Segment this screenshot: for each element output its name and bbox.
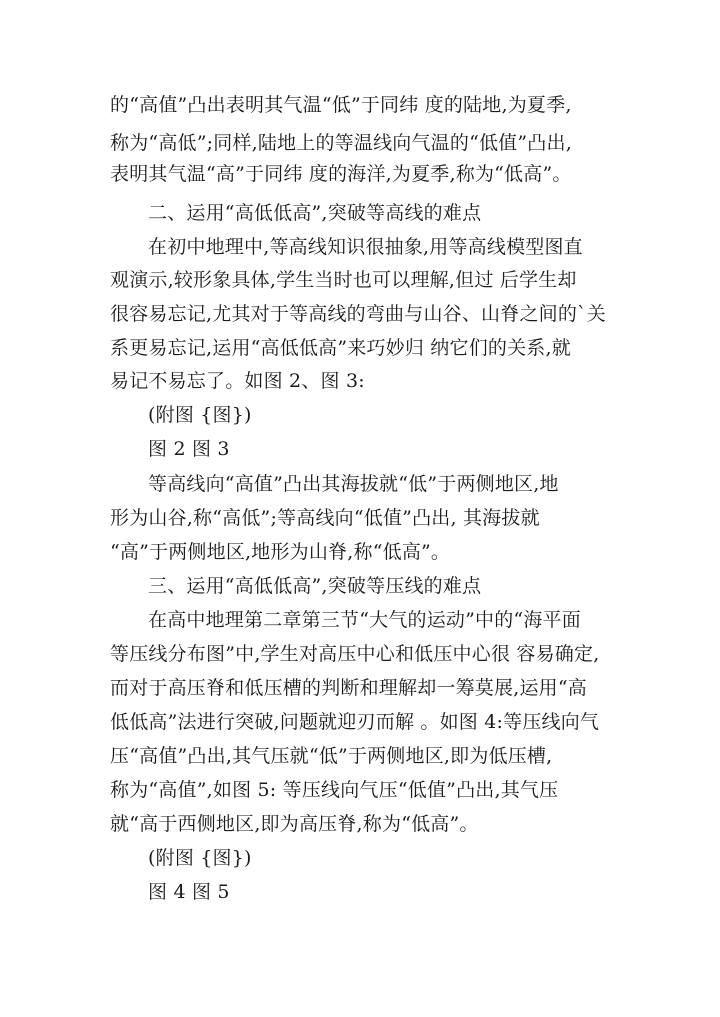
text-line-7: 很容易忘记,尤其对于等高线的弯曲与山谷、山脊之间的`关 (110, 303, 606, 325)
text-line-12: 等高线向“高值”凸出其海拔就“低”于两侧地区,地 (148, 473, 559, 495)
section-heading-3: 三、运用“高低低高”,突破等压线的难点 (148, 575, 482, 597)
figure-placeholder-1: (附图 {图}) (148, 404, 252, 426)
section-heading-2: 二、运用“高低低高”,突破等高线的难点 (148, 202, 482, 224)
text-line-17: 等压线分布图”中,学生对高压中心和低压中心很 容易确定, (110, 643, 600, 665)
text-line-9: 易记不易忘了。如图 2、图 3: (110, 370, 365, 392)
text-line-16: 在高中地理第二章第三节“大气的运动”中的“海平面 (148, 609, 581, 631)
text-line-2: 称为“高低”;同样,陆地上的等温线向气温的“低值”凸出, (110, 132, 572, 154)
text-line-1: 的“高值”凸出表明其气温“低”于同纬 度的陆地,为夏季, (110, 94, 572, 116)
text-line-18: 而对于高压脊和低压槽的判断和理解却一筹莫展,运用“高 (110, 677, 587, 699)
text-line-13: 形为山谷,称“高低”;等高线向“低值”凸出, 其海拔就 (110, 507, 540, 529)
text-line-8: 系更易忘记,运用“高低低高”来巧妙归 纳它们的关系,就 (110, 337, 571, 359)
figure-placeholder-2: (附图 {图}) (148, 847, 252, 869)
text-line-19: 低低高”法进行突破,问题就迎刃而解 。如图 4:等压线向气 (110, 711, 600, 733)
text-line-14: “高”于两侧地区,地形为山脊,称“低高”。 (110, 541, 451, 563)
text-line-21: 称为“高值”,如图 5: 等压线向气压“低值”凸出,其气压 (110, 779, 559, 801)
text-line-6: 观演示,较形象具体,学生当时也可以理解,但过 后学生却 (110, 269, 577, 291)
text-line-5: 在初中地理中,等高线知识很抽象,用等高线模型图直 (148, 236, 583, 258)
text-line-3: 表明其气温“高”于同纬 度的海洋,为夏季,称为“低高”。 (110, 163, 572, 185)
text-line-22: 就“高于西侧地区,即为高压脊,称为“低高”。 (110, 813, 479, 835)
figure-caption-2: 图 4 图 5 (148, 881, 230, 903)
text-line-20: 压“高值”凸出,其气压就“低”于两侧地区,即为低压槽, (110, 745, 553, 767)
figure-caption-1: 图 2 图 3 (148, 438, 230, 460)
